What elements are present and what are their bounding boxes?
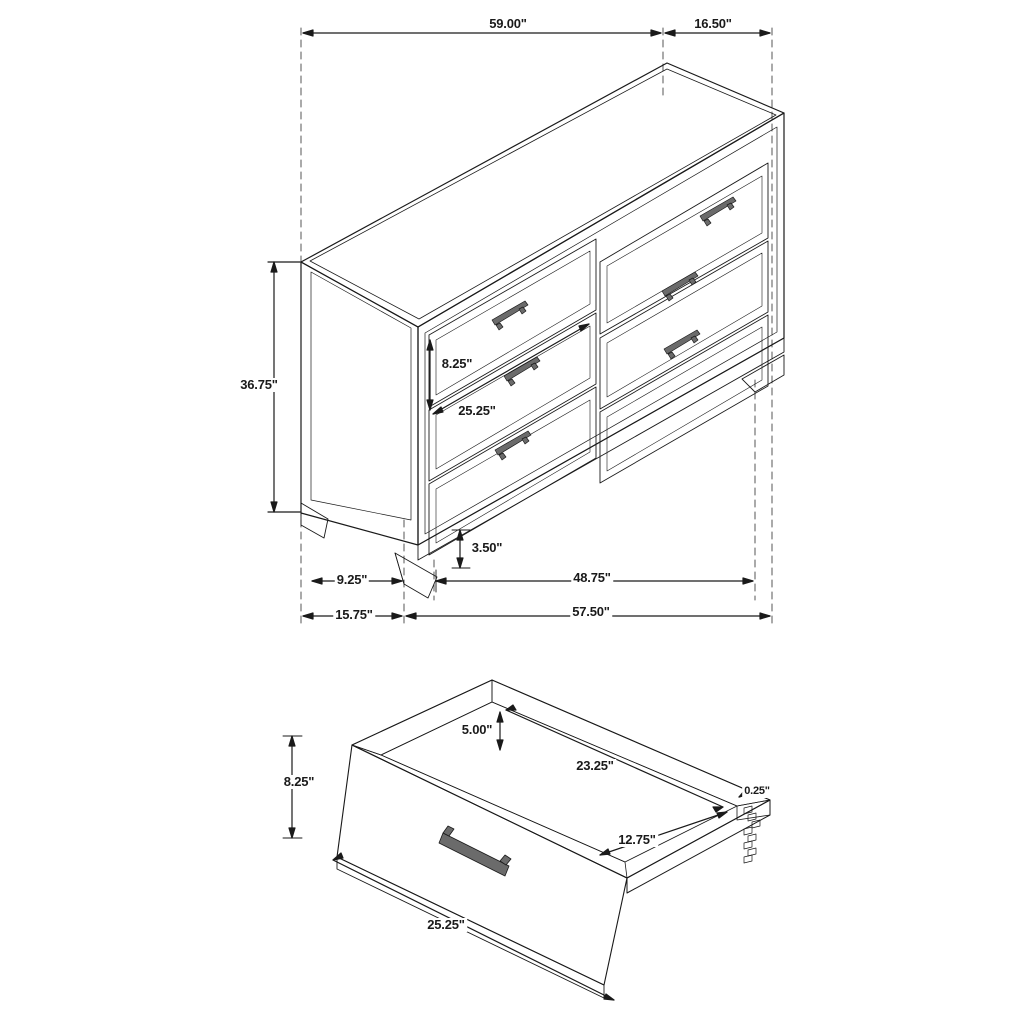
dim-label-drawer-material-thickness: 0.25" (744, 785, 770, 797)
drawer-pull-right-middle (662, 272, 698, 301)
leg-front-left (395, 553, 437, 598)
dim-label-case-width-base: 57.50" (572, 604, 610, 619)
dresser-top-panel (301, 63, 784, 327)
dim-label-drawer-interior-depth: 5.00" (461, 722, 493, 737)
dim-label-drawer-front-width: 25.25" (427, 917, 465, 932)
dim-label-drawer-side-height: 8.25" (283, 774, 315, 789)
dim-label-drawer-face-width: 25.25" (458, 403, 496, 418)
dim-line-5 (497, 712, 503, 750)
drawer-face-right-top (600, 163, 768, 334)
dim-label-drawer-interior-width: 12.75" (618, 832, 656, 847)
drawer-dovetails (744, 806, 760, 863)
dim-label-case-depth: 15.75" (335, 607, 373, 622)
dim-label-drawer-face-height: 8.25" (441, 356, 473, 371)
dim-label-width-top-front: 59.00" (489, 16, 527, 31)
dresser-base-rail (418, 338, 784, 560)
dim-line-59 (303, 30, 661, 36)
drawer-face-right-middle (600, 241, 768, 409)
drawer-detail-pull (439, 826, 511, 876)
dim-label-case-width-inner: 48.75" (573, 570, 611, 585)
extension-lines (301, 28, 772, 628)
dresser-front-face (418, 113, 784, 545)
dim-label-height-overall: 36.75" (240, 377, 278, 392)
dim-label-drawer-interior-length: 23.25" (576, 758, 614, 773)
dim-line-8-25-face (427, 340, 433, 410)
dim-line-3-5 (452, 530, 470, 568)
drawer-pull-left-top (492, 301, 528, 330)
dim-label-depth-top: 16.50" (694, 16, 732, 31)
drawer-face-left-middle (429, 313, 596, 481)
dim-label-leg-height: 3.50" (471, 540, 503, 555)
dim-label-leg-depth: 9.25" (336, 572, 368, 587)
leg-front-right (742, 355, 784, 392)
drawer-pull-left-middle (504, 357, 540, 386)
leg-back-left (301, 503, 328, 538)
dresser-left-side (301, 262, 418, 545)
drawer-box (337, 680, 770, 998)
